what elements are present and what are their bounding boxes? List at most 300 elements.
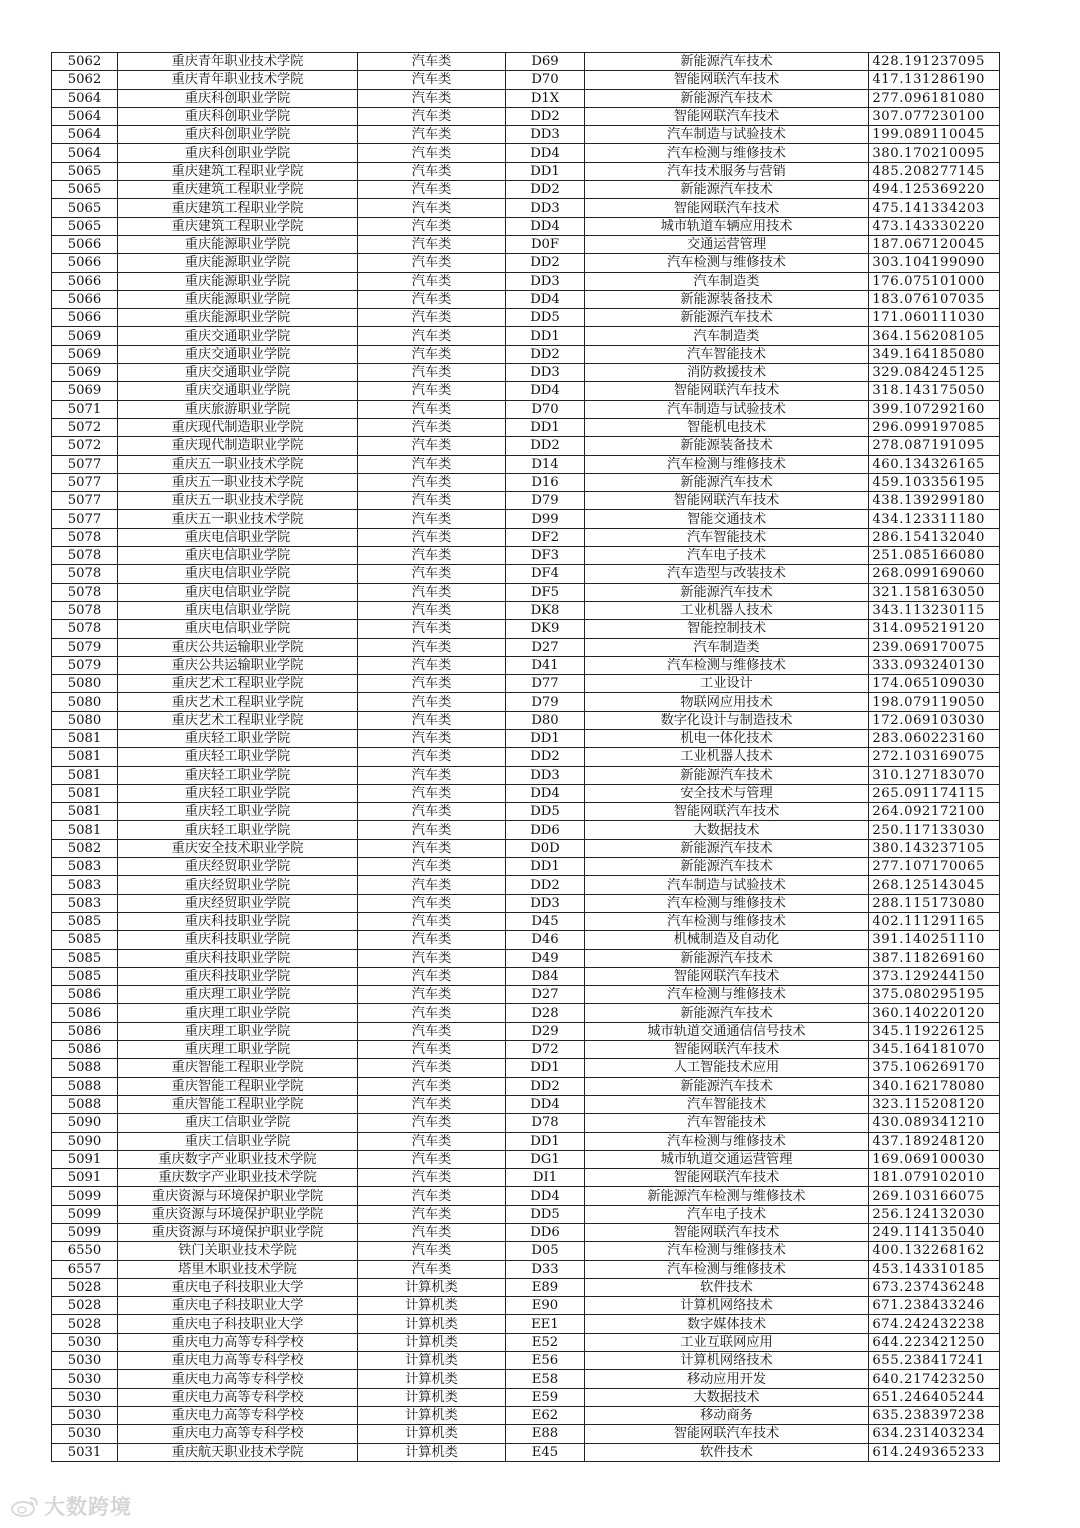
table-row <box>52 309 1000 327</box>
category-cell: 汽车类 <box>358 437 506 455</box>
category-cell: 汽车类 <box>358 162 506 180</box>
major-code-cell: E59 <box>506 1388 585 1406</box>
major-name-cell: 大数据技术 <box>585 821 869 839</box>
score-cell: 264.092172100 <box>869 803 1000 821</box>
admission-score-table <box>51 52 1000 1462</box>
score-cell: 402.111291165 <box>869 912 1000 930</box>
score-cell: 321.158163050 <box>869 583 1000 601</box>
major-name-cell: 汽车智能技术 <box>585 345 869 363</box>
major-name-cell: 智能控制技术 <box>585 620 869 638</box>
school-code-cell: 5064 <box>52 107 118 125</box>
school-name-cell: 重庆科技职业学院 <box>118 967 358 985</box>
major-code-cell: D84 <box>506 967 585 985</box>
major-code-cell: D72 <box>506 1041 585 1059</box>
school-code-cell: 5088 <box>52 1077 118 1095</box>
table-row <box>52 1388 1000 1406</box>
major-code-cell: DD6 <box>506 1224 585 1242</box>
major-name-cell: 汽车制造与试验技术 <box>585 876 869 894</box>
school-code-cell: 5062 <box>52 53 118 71</box>
major-code-cell: DD2 <box>506 876 585 894</box>
category-cell: 计算机类 <box>358 1352 506 1370</box>
score-cell: 635.238397238 <box>869 1406 1000 1424</box>
school-name-cell: 重庆电信职业学院 <box>118 583 358 601</box>
school-name-cell: 重庆交通职业学院 <box>118 345 358 363</box>
school-name-cell: 重庆现代制造职业学院 <box>118 437 358 455</box>
school-name-cell: 重庆艺术工程职业学院 <box>118 693 358 711</box>
major-name-cell: 汽车检测与维修技术 <box>585 1132 869 1150</box>
major-code-cell: D27 <box>506 638 585 656</box>
score-cell: 345.164181070 <box>869 1041 1000 1059</box>
school-name-cell: 重庆轻工职业学院 <box>118 803 358 821</box>
school-name-cell: 重庆现代制造职业学院 <box>118 418 358 436</box>
score-cell: 323.115208120 <box>869 1095 1000 1113</box>
score-cell: 438.139299180 <box>869 492 1000 510</box>
table-row <box>52 1059 1000 1077</box>
major-name-cell: 新能源汽车技术 <box>585 858 869 876</box>
category-cell: 汽车类 <box>358 858 506 876</box>
table-row <box>52 766 1000 784</box>
category-cell: 汽车类 <box>358 345 506 363</box>
category-cell: 汽车类 <box>358 729 506 747</box>
school-name-cell: 重庆能源职业学院 <box>118 254 358 272</box>
category-cell: 汽车类 <box>358 364 506 382</box>
category-cell: 汽车类 <box>358 1114 506 1132</box>
category-cell: 汽车类 <box>358 1022 506 1040</box>
school-code-cell: 5079 <box>52 638 118 656</box>
score-cell: 380.170210095 <box>869 144 1000 162</box>
category-cell: 汽车类 <box>358 912 506 930</box>
score-cell: 172.069103030 <box>869 711 1000 729</box>
major-code-cell: D1X <box>506 89 585 107</box>
major-name-cell: 机电一体化技术 <box>585 729 869 747</box>
score-cell: 199.089110045 <box>869 126 1000 144</box>
school-code-cell: 5085 <box>52 949 118 967</box>
major-code-cell: DD4 <box>506 784 585 802</box>
major-name-cell: 汽车制造类 <box>585 638 869 656</box>
category-cell: 汽车类 <box>358 656 506 674</box>
table-row <box>52 1297 1000 1315</box>
school-name-cell: 重庆电力高等专科学校 <box>118 1333 358 1351</box>
major-name-cell: 汽车检测与维修技术 <box>585 656 869 674</box>
school-name-cell: 重庆建筑工程职业学院 <box>118 181 358 199</box>
category-cell: 汽车类 <box>358 1095 506 1113</box>
score-cell: 272.103169075 <box>869 748 1000 766</box>
major-name-cell: 智能网联汽车技术 <box>585 382 869 400</box>
major-name-cell: 新能源汽车技术 <box>585 309 869 327</box>
score-cell: 171.060111030 <box>869 309 1000 327</box>
major-code-cell: E56 <box>506 1352 585 1370</box>
score-cell: 460.134326165 <box>869 455 1000 473</box>
school-code-cell: 5072 <box>52 437 118 455</box>
school-name-cell: 重庆电信职业学院 <box>118 547 358 565</box>
category-cell: 汽车类 <box>358 473 506 491</box>
category-cell: 汽车类 <box>358 199 506 217</box>
table-row <box>52 949 1000 967</box>
watermark-text: 大数跨境 <box>44 1495 132 1519</box>
major-code-cell: D41 <box>506 656 585 674</box>
major-name-cell: 智能交通技术 <box>585 510 869 528</box>
major-name-cell: 新能源汽车技术 <box>585 181 869 199</box>
school-code-cell: 5078 <box>52 620 118 638</box>
score-cell: 277.096181080 <box>869 89 1000 107</box>
major-name-cell: 汽车制造类 <box>585 327 869 345</box>
school-name-cell: 重庆理工职业学院 <box>118 1004 358 1022</box>
major-code-cell: E88 <box>506 1425 585 1443</box>
school-code-cell: 5083 <box>52 858 118 876</box>
school-code-cell: 5065 <box>52 181 118 199</box>
major-name-cell: 计算机网络技术 <box>585 1352 869 1370</box>
table-row <box>52 1370 1000 1388</box>
school-name-cell: 重庆科技职业学院 <box>118 931 358 949</box>
school-code-cell: 5091 <box>52 1150 118 1168</box>
school-code-cell: 5091 <box>52 1169 118 1187</box>
major-name-cell: 城市轨道交通通信信号技术 <box>585 1022 869 1040</box>
major-code-cell: D70 <box>506 71 585 89</box>
major-code-cell: D80 <box>506 711 585 729</box>
score-cell: 485.208277145 <box>869 162 1000 180</box>
table-row <box>52 1406 1000 1424</box>
major-name-cell: 汽车制造与试验技术 <box>585 126 869 144</box>
school-name-cell: 重庆公共运输职业学院 <box>118 638 358 656</box>
score-cell: 399.107292160 <box>869 400 1000 418</box>
major-code-cell: DD1 <box>506 1132 585 1150</box>
table-row <box>52 858 1000 876</box>
category-cell: 计算机类 <box>358 1297 506 1315</box>
school-code-cell: 5066 <box>52 235 118 253</box>
category-cell: 汽车类 <box>358 949 506 967</box>
score-cell: 360.140220120 <box>869 1004 1000 1022</box>
table-row <box>52 1315 1000 1333</box>
table-row <box>52 492 1000 510</box>
school-name-cell: 重庆轻工职业学院 <box>118 821 358 839</box>
major-code-cell: D29 <box>506 1022 585 1040</box>
major-name-cell: 智能网联汽车技术 <box>585 199 869 217</box>
school-code-cell: 5030 <box>52 1425 118 1443</box>
major-name-cell: 汽车检测与维修技术 <box>585 144 869 162</box>
school-code-cell: 5082 <box>52 839 118 857</box>
score-cell: 655.238417241 <box>869 1352 1000 1370</box>
major-name-cell: 智能网联汽车技术 <box>585 1041 869 1059</box>
category-cell: 汽车类 <box>358 1150 506 1168</box>
major-name-cell: 汽车检测与维修技术 <box>585 912 869 930</box>
school-code-cell: 5031 <box>52 1443 118 1461</box>
school-name-cell: 重庆科创职业学院 <box>118 144 358 162</box>
school-code-cell: 5066 <box>52 290 118 308</box>
category-cell: 汽车类 <box>358 1205 506 1223</box>
school-name-cell: 重庆资源与环境保护职业学院 <box>118 1187 358 1205</box>
category-cell: 汽车类 <box>358 107 506 125</box>
score-cell: 265.091174115 <box>869 784 1000 802</box>
school-name-cell: 重庆智能工程职业学院 <box>118 1059 358 1077</box>
table-row <box>52 418 1000 436</box>
table-row <box>52 711 1000 729</box>
major-name-cell: 汽车电子技术 <box>585 1205 869 1223</box>
school-name-cell: 重庆五一职业技术学院 <box>118 455 358 473</box>
table-row <box>52 565 1000 583</box>
school-name-cell: 重庆电信职业学院 <box>118 601 358 619</box>
major-name-cell: 新能源汽车技术 <box>585 583 869 601</box>
table-row <box>52 528 1000 546</box>
score-cell: 387.118269160 <box>869 949 1000 967</box>
major-code-cell: DD2 <box>506 107 585 125</box>
major-code-cell: E89 <box>506 1278 585 1296</box>
school-code-cell: 5077 <box>52 455 118 473</box>
table-row <box>52 931 1000 949</box>
school-code-cell: 5085 <box>52 967 118 985</box>
score-cell: 674.242432238 <box>869 1315 1000 1333</box>
major-code-cell: D33 <box>506 1260 585 1278</box>
school-code-cell: 5086 <box>52 1004 118 1022</box>
school-name-cell: 重庆电子科技职业大学 <box>118 1315 358 1333</box>
school-name-cell: 重庆工信职业学院 <box>118 1132 358 1150</box>
school-name-cell: 重庆数字产业职业技术学院 <box>118 1150 358 1168</box>
major-name-cell: 新能源装备技术 <box>585 290 869 308</box>
score-cell: 437.189248120 <box>869 1132 1000 1150</box>
table-row <box>52 803 1000 821</box>
category-cell: 汽车类 <box>358 528 506 546</box>
category-cell: 汽车类 <box>358 235 506 253</box>
score-cell: 634.231403234 <box>869 1425 1000 1443</box>
category-cell: 汽车类 <box>358 1224 506 1242</box>
major-name-cell: 新能源汽车技术 <box>585 473 869 491</box>
score-cell: 250.117133030 <box>869 821 1000 839</box>
school-code-cell: 5086 <box>52 986 118 1004</box>
major-name-cell: 大数据技术 <box>585 1388 869 1406</box>
score-cell: 430.089341210 <box>869 1114 1000 1132</box>
major-code-cell: DK8 <box>506 601 585 619</box>
table-row <box>52 364 1000 382</box>
major-code-cell: D28 <box>506 1004 585 1022</box>
major-name-cell: 汽车检测与维修技术 <box>585 986 869 1004</box>
major-code-cell: DD3 <box>506 766 585 784</box>
score-cell: 673.237436248 <box>869 1278 1000 1296</box>
major-code-cell: DF5 <box>506 583 585 601</box>
category-cell: 汽车类 <box>358 1004 506 1022</box>
category-cell: 汽车类 <box>358 327 506 345</box>
table-row <box>52 235 1000 253</box>
table-row <box>52 107 1000 125</box>
school-code-cell: 5030 <box>52 1388 118 1406</box>
table-row <box>52 894 1000 912</box>
major-code-cell: E52 <box>506 1333 585 1351</box>
major-code-cell: DD2 <box>506 254 585 272</box>
table-row <box>52 126 1000 144</box>
watermark <box>10 1492 132 1520</box>
category-cell: 计算机类 <box>358 1315 506 1333</box>
major-code-cell: DD4 <box>506 1187 585 1205</box>
category-cell: 汽车类 <box>358 418 506 436</box>
score-cell: 169.069100030 <box>869 1150 1000 1168</box>
school-name-cell: 重庆理工职业学院 <box>118 1041 358 1059</box>
school-code-cell: 5080 <box>52 693 118 711</box>
school-code-cell: 5030 <box>52 1406 118 1424</box>
major-name-cell: 智能网联汽车技术 <box>585 71 869 89</box>
category-cell: 汽车类 <box>358 53 506 71</box>
major-name-cell: 汽车检测与维修技术 <box>585 254 869 272</box>
major-code-cell: DD1 <box>506 729 585 747</box>
school-code-cell: 5028 <box>52 1297 118 1315</box>
major-code-cell: D05 <box>506 1242 585 1260</box>
school-name-cell: 重庆经贸职业学院 <box>118 894 358 912</box>
score-cell: 434.123311180 <box>869 510 1000 528</box>
table-row <box>52 437 1000 455</box>
category-cell: 汽车类 <box>358 1077 506 1095</box>
school-name-cell: 重庆科创职业学院 <box>118 107 358 125</box>
major-name-cell: 工业机器人技术 <box>585 748 869 766</box>
school-code-cell: 5099 <box>52 1224 118 1242</box>
category-cell: 汽车类 <box>358 1132 506 1150</box>
major-name-cell: 汽车检测与维修技术 <box>585 894 869 912</box>
major-code-cell: DD5 <box>506 309 585 327</box>
school-code-cell: 5085 <box>52 912 118 930</box>
major-name-cell: 汽车技术服务与营销 <box>585 162 869 180</box>
school-name-cell: 塔里木职业技术学院 <box>118 1260 358 1278</box>
major-code-cell: DD4 <box>506 1095 585 1113</box>
major-code-cell: DD6 <box>506 821 585 839</box>
school-code-cell: 6557 <box>52 1260 118 1278</box>
major-code-cell: E58 <box>506 1370 585 1388</box>
category-cell: 汽车类 <box>358 894 506 912</box>
school-name-cell: 重庆能源职业学院 <box>118 272 358 290</box>
major-name-cell: 智能网联汽车技术 <box>585 1224 869 1242</box>
school-code-cell: 5088 <box>52 1059 118 1077</box>
major-code-cell: DD3 <box>506 894 585 912</box>
major-name-cell: 智能网联汽车技术 <box>585 1425 869 1443</box>
major-name-cell: 新能源汽车技术 <box>585 1077 869 1095</box>
table-row <box>52 547 1000 565</box>
score-cell: 345.119226125 <box>869 1022 1000 1040</box>
major-name-cell: 汽车检测与维修技术 <box>585 1242 869 1260</box>
school-name-cell: 重庆智能工程职业学院 <box>118 1077 358 1095</box>
school-name-cell: 重庆电信职业学院 <box>118 528 358 546</box>
school-name-cell: 重庆青年职业技术学院 <box>118 71 358 89</box>
category-cell: 计算机类 <box>358 1278 506 1296</box>
school-name-cell: 重庆能源职业学院 <box>118 309 358 327</box>
score-cell: 286.154132040 <box>869 528 1000 546</box>
score-cell: 176.075101000 <box>869 272 1000 290</box>
table-row <box>52 254 1000 272</box>
major-code-cell: DD5 <box>506 1205 585 1223</box>
school-name-cell: 重庆科创职业学院 <box>118 126 358 144</box>
category-cell: 汽车类 <box>358 748 506 766</box>
score-cell: 187.067120045 <box>869 235 1000 253</box>
school-code-cell: 5065 <box>52 162 118 180</box>
school-code-cell: 5081 <box>52 766 118 784</box>
table-row <box>52 1278 1000 1296</box>
score-cell: 459.103356195 <box>869 473 1000 491</box>
category-cell: 汽车类 <box>358 290 506 308</box>
score-cell: 400.132268162 <box>869 1242 1000 1260</box>
major-code-cell: DD1 <box>506 327 585 345</box>
category-cell: 汽车类 <box>358 967 506 985</box>
school-name-cell: 重庆电子科技职业大学 <box>118 1278 358 1296</box>
school-name-cell: 重庆电力高等专科学校 <box>118 1388 358 1406</box>
table-row <box>52 1114 1000 1132</box>
school-name-cell: 重庆五一职业技术学院 <box>118 510 358 528</box>
major-name-cell: 汽车造型与改装技术 <box>585 565 869 583</box>
category-cell: 汽车类 <box>358 583 506 601</box>
score-cell: 251.085166080 <box>869 547 1000 565</box>
score-cell: 364.156208105 <box>869 327 1000 345</box>
table-row <box>52 71 1000 89</box>
school-code-cell: 5078 <box>52 583 118 601</box>
major-code-cell: E62 <box>506 1406 585 1424</box>
table-row <box>52 510 1000 528</box>
school-name-cell: 重庆经贸职业学院 <box>118 858 358 876</box>
table-row <box>52 638 1000 656</box>
table-row <box>52 967 1000 985</box>
school-code-cell: 5069 <box>52 345 118 363</box>
major-code-cell: DD4 <box>506 382 585 400</box>
major-name-cell: 移动商务 <box>585 1406 869 1424</box>
category-cell: 计算机类 <box>358 1370 506 1388</box>
major-code-cell: D78 <box>506 1114 585 1132</box>
school-code-cell: 5083 <box>52 894 118 912</box>
major-code-cell: D46 <box>506 931 585 949</box>
major-name-cell: 数字化设计与制造技术 <box>585 711 869 729</box>
category-cell: 计算机类 <box>358 1406 506 1424</box>
table-row <box>52 1333 1000 1351</box>
score-cell: 651.246405244 <box>869 1388 1000 1406</box>
table-row <box>52 455 1000 473</box>
school-code-cell: 5030 <box>52 1370 118 1388</box>
category-cell: 汽车类 <box>358 784 506 802</box>
school-name-cell: 重庆安全技术职业学院 <box>118 839 358 857</box>
school-code-cell: 5030 <box>52 1333 118 1351</box>
school-name-cell: 重庆经贸职业学院 <box>118 876 358 894</box>
table-row <box>52 620 1000 638</box>
school-code-cell: 5066 <box>52 254 118 272</box>
score-cell: 307.077230100 <box>869 107 1000 125</box>
major-code-cell: DD3 <box>506 364 585 382</box>
weibo-logo-icon <box>10 1495 40 1517</box>
major-code-cell: D69 <box>506 53 585 71</box>
category-cell: 汽车类 <box>358 510 506 528</box>
major-code-cell: DD4 <box>506 144 585 162</box>
major-name-cell: 汽车检测与维修技术 <box>585 455 869 473</box>
major-name-cell: 汽车电子技术 <box>585 547 869 565</box>
major-code-cell: DD1 <box>506 858 585 876</box>
school-name-cell: 重庆轻工职业学院 <box>118 766 358 784</box>
school-code-cell: 5080 <box>52 675 118 693</box>
school-name-cell: 重庆电力高等专科学校 <box>118 1352 358 1370</box>
school-name-cell: 重庆五一职业技术学院 <box>118 492 358 510</box>
table-row <box>52 53 1000 71</box>
school-code-cell: 5078 <box>52 601 118 619</box>
major-name-cell: 新能源汽车技术 <box>585 949 869 967</box>
major-code-cell: DF2 <box>506 528 585 546</box>
school-name-cell: 重庆轻工职业学院 <box>118 729 358 747</box>
major-name-cell: 人工智能技术应用 <box>585 1059 869 1077</box>
major-code-cell: D0F <box>506 235 585 253</box>
table-row <box>52 1132 1000 1150</box>
school-code-cell: 5081 <box>52 729 118 747</box>
score-cell: 277.107170065 <box>869 858 1000 876</box>
table-row <box>52 1169 1000 1187</box>
major-code-cell: DG1 <box>506 1150 585 1168</box>
school-name-cell: 重庆轻工职业学院 <box>118 784 358 802</box>
score-cell: 310.127183070 <box>869 766 1000 784</box>
table-body <box>52 53 1000 1462</box>
school-code-cell: 5077 <box>52 473 118 491</box>
major-code-cell: DD2 <box>506 748 585 766</box>
category-cell: 汽车类 <box>358 309 506 327</box>
major-name-cell: 交通运营管理 <box>585 235 869 253</box>
major-code-cell: D70 <box>506 400 585 418</box>
school-code-cell: 5066 <box>52 272 118 290</box>
major-name-cell: 机械制造及自动化 <box>585 931 869 949</box>
school-name-cell: 重庆科技职业学院 <box>118 912 358 930</box>
